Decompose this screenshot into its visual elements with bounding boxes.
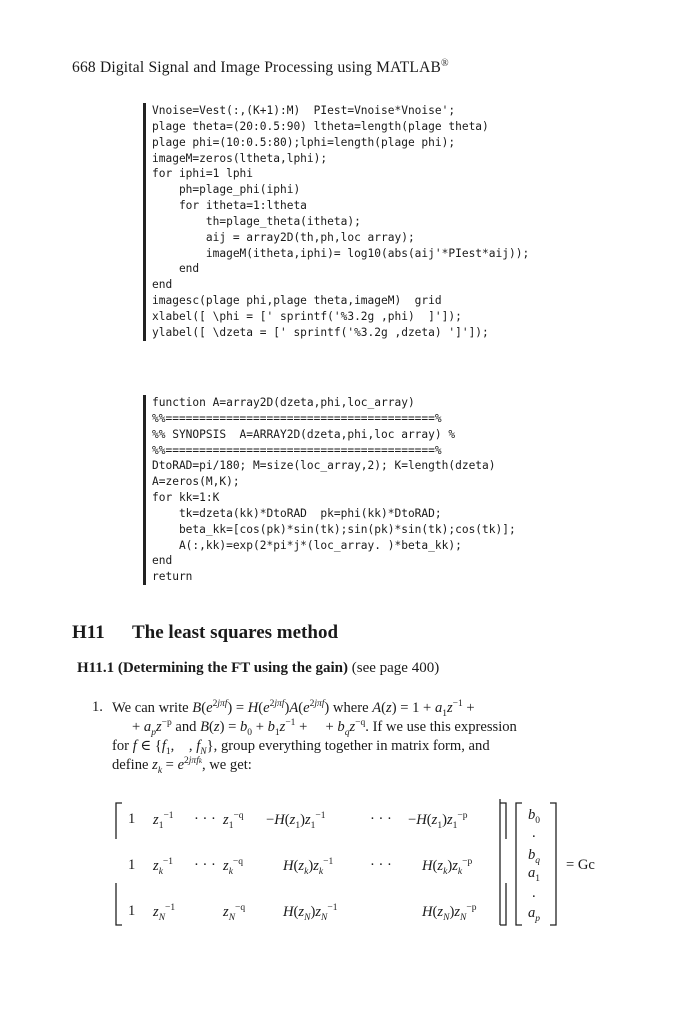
code-line: imageM=zeros(ltheta,lphi); [152,151,328,165]
matrix-brackets [108,775,628,935]
para-line-1: We can write $B(e^{2j\pi f}) = H(e^{2j\pi f})A(e^{2j\pi f})$ where $A(z) = 1 + a_1z^{-1}$ + [112,699,475,719]
code-line: for kk=1:K [152,491,220,505]
code-line: end [152,278,173,292]
code-line: function A=array2D(dzeta,phi,loc_array) [152,396,415,409]
code-line: ph=plage_phi(iphi) [152,183,301,197]
code-line: end [152,554,173,568]
code-line: imagesc(plage phi,plage theta,imageM) grid [152,294,442,308]
text-if-we-use: . If we use this expression [365,718,517,735]
code-line: imageM(itheta,iphi)= log10(abs(aij'*PIest*aij)); [152,246,530,260]
text-for: for [112,738,130,754]
code-line: A=zeros(M,K); [152,475,240,489]
text-define: define [112,756,149,773]
code-line: A(:,kk)=exp(2*pi*j*(loc_array. )*beta_kk); [152,538,462,552]
section-number: H11 [72,622,105,643]
list-marker: 1. [92,699,103,715]
para-line-2: + $a_pz^{-p}$ and $B(z) = b_0 + b_1z^{-1}$ + + $b_qz^{-q}$. If we use this expression [132,718,517,738]
code-line: return [152,570,193,584]
text-and: and [175,718,197,735]
para-line-4: define $z_k = e^{2j\pi fk}$, we get: [112,756,252,776]
section-title: The least squares method [132,622,339,643]
page-number: 668 [72,59,96,77]
registered-mark: ® [441,58,449,69]
code-block-1 [143,103,529,341]
running-title: Digital Signal and Image Processing using MATLAB [99,59,442,77]
code-line: Vnoise=Vest(:,(K+1):M) PIest=Vnoise*Vnoise'; [152,104,456,117]
code-line: xlabel([ \phi = [' sprintf('%3.2g ,phi) ]']); [152,309,462,323]
code-line: ylabel([ \dzeta = [' sprintf('%3.2g ,dzeta) ']']); [152,325,489,339]
code-line: tk=dzeta(kk)*DtoRAD pk=phi(kk)*DtoRAD; [152,506,442,520]
matrix-equation: 1 $z_1^{-1}$ · · · $z_1^{-q}$ $-H(z_1)z_1^{-1}$ · · · $-H(z_1)z_1^{-p}$ 1 $z_k^{-1}$ · · · $z_k^{-q}$ $H(z_k)z_k^{-1}$ · · · $H(z_k)z_k^{-p}$ 1 $z_N^{-1}$ $z_N^{-q}$ $H(z_N)z_N^{-1}$ $H(z_N)z_N^{-p}$ $b_0$ . $b_q$ $a_1$ . $a_p$ = Gc [108,775,628,935]
code-line: plage theta=(20:0.5:90) ltheta=length(plage theta) [152,119,489,133]
subsection-page-ref: (see page 400) [351,660,440,676]
subsection-heading [77,660,439,677]
text-we-can-write: We can write [112,699,189,716]
code-line: %%========================================% [152,443,442,457]
matrix-rhs: = Gc [566,857,595,873]
code-line: for itheta=1:ltheta [152,199,307,213]
section-heading [72,622,338,644]
code-line: beta_kk=[cos(pk)*sin(tk);sin(pk)*sin(tk);cos(tk)]; [152,522,516,536]
code-line: for iphi=1 lphi [152,167,254,181]
text-where: where [332,699,369,716]
code-line: aij = array2D(th,ph,loc array); [152,230,415,244]
code-line: th=plage_theta(itheta); [152,214,361,228]
code-line: %%========================================% [152,411,442,425]
subsection-title: H11.1 (Determining the FT using the gain) [77,660,348,676]
code-line: end [152,262,200,276]
text-we-get: , we get: [201,756,252,773]
code-line: DtoRAD=pi/180; M=size(loc_array,2); K=length(dzeta) [152,459,496,473]
page-header [72,58,449,77]
code-line: plage phi=(10:0.5:80);lphi=length(plage phi); [152,135,456,149]
text-group: group everything together in matrix form, and [220,738,490,754]
para-line-3: for f ∈ {$f_1$, , $f_N$}, group everything together in matrix form, and [112,738,490,757]
code-block-2 [143,395,516,585]
code-line: %% SYNOPSIS A=ARRAY2D(dzeta,phi,loc array) % [152,427,456,441]
